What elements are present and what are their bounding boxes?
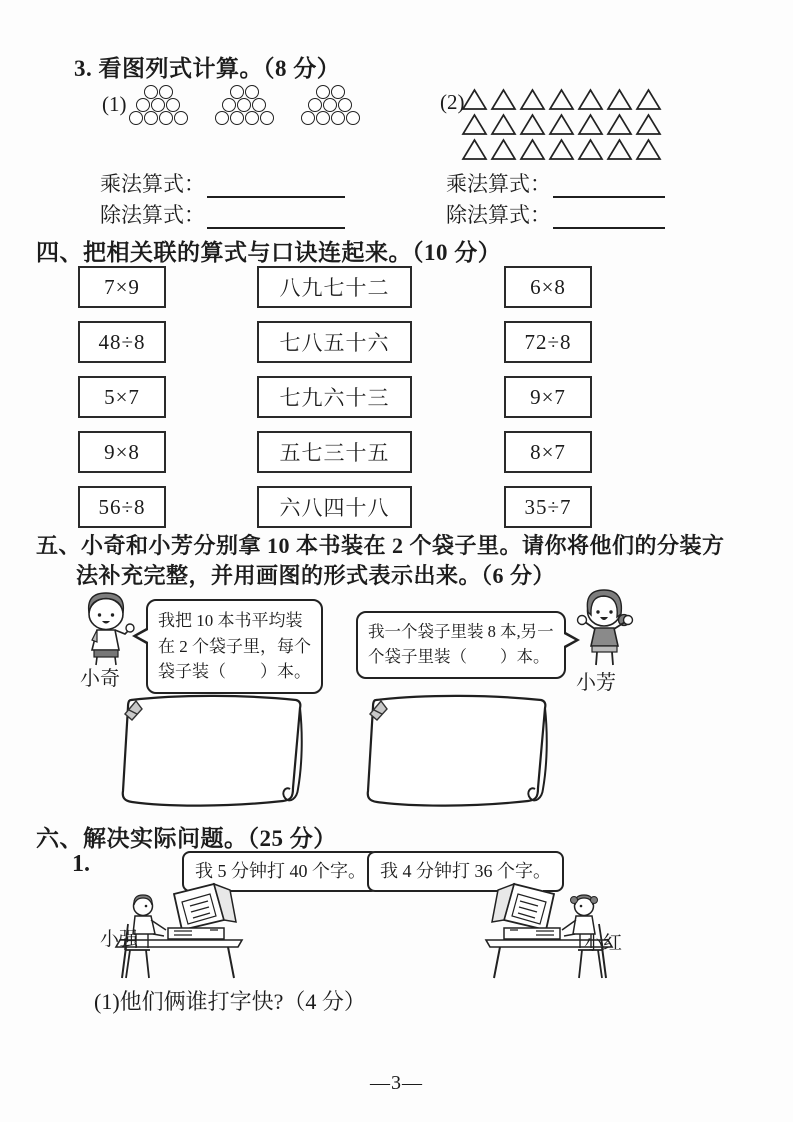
triangle-shape bbox=[635, 113, 662, 136]
circle-group bbox=[214, 86, 274, 125]
answer-blank[interactable] bbox=[553, 203, 665, 229]
circle-shape bbox=[245, 111, 259, 125]
triangle-shape bbox=[490, 113, 517, 136]
triangle-row bbox=[461, 113, 662, 136]
triangle-grid bbox=[461, 88, 662, 163]
circle-shape bbox=[174, 111, 188, 125]
q5-title-line1: 五、小奇和小芳分别拿 10 本书装在 2 个袋子里。请你将他们的分装方 bbox=[36, 533, 725, 558]
circle-shape bbox=[230, 85, 244, 99]
triangle-shape bbox=[490, 88, 517, 111]
triangle-shape bbox=[606, 113, 633, 136]
match-box[interactable]: 八九七十二 bbox=[257, 266, 412, 308]
circle-row bbox=[214, 112, 274, 125]
circle-shape bbox=[252, 98, 266, 112]
triangle-shape bbox=[461, 138, 488, 161]
q6-title: 六、解决实际问题。（25 分） bbox=[36, 826, 337, 851]
triangle-shape bbox=[519, 138, 546, 161]
match-box[interactable]: 56÷8 bbox=[78, 486, 166, 528]
circle-shape bbox=[308, 98, 322, 112]
circle-shape bbox=[215, 111, 229, 125]
mult-label: 乘法算式： bbox=[446, 172, 551, 196]
triangle-shape bbox=[577, 138, 604, 161]
q4-left-column bbox=[78, 266, 166, 541]
triangle-shape bbox=[519, 88, 546, 111]
match-box[interactable]: 7×9 bbox=[78, 266, 166, 308]
match-box[interactable]: 8×7 bbox=[504, 431, 592, 473]
triangle-shape bbox=[548, 113, 575, 136]
q3p1-div-row bbox=[100, 199, 345, 229]
circle-group bbox=[128, 86, 188, 125]
q4-title: 四、把相关联的算式与口诀连起来。（10 分） bbox=[36, 240, 502, 265]
q4-middle-column bbox=[257, 266, 412, 541]
match-box[interactable]: 9×8 bbox=[78, 431, 166, 473]
q3-title: 3. 看图列式计算。（8 分） bbox=[74, 56, 341, 81]
circle-shape bbox=[323, 98, 337, 112]
q4-right-column bbox=[504, 266, 592, 541]
match-box[interactable]: 七八五十六 bbox=[257, 321, 412, 363]
circle-shape bbox=[159, 111, 173, 125]
triangle-shape bbox=[461, 88, 488, 111]
q3p2-div-row bbox=[446, 199, 665, 229]
xiaofang-speech-bubble bbox=[356, 611, 566, 679]
bubble-text: 我 4 分钟打 36 个字。 bbox=[380, 861, 551, 881]
bubble-text: 我 5 分钟打 40 个字。 bbox=[195, 861, 366, 881]
circle-shape bbox=[260, 111, 274, 125]
mult-label: 乘法算式： bbox=[100, 172, 205, 196]
circle-shape bbox=[245, 85, 259, 99]
match-box[interactable]: 5×7 bbox=[78, 376, 166, 418]
match-box[interactable]: 48÷8 bbox=[78, 321, 166, 363]
triangle-row bbox=[461, 88, 662, 111]
xiaoqi-name-label: 小奇 bbox=[80, 668, 120, 690]
triangle-shape bbox=[635, 138, 662, 161]
circle-shape bbox=[144, 111, 158, 125]
xiaoqiang-name-label: 小强 bbox=[100, 929, 139, 950]
div-label: 除法算式： bbox=[446, 203, 551, 227]
bubble-text: 在 2 个袋子里，每个 bbox=[158, 636, 311, 656]
circle-shape bbox=[159, 85, 173, 99]
match-box[interactable]: 9×7 bbox=[504, 376, 592, 418]
xiaoqi-speech-bubble bbox=[146, 599, 323, 694]
q3p2-mult-row bbox=[446, 168, 665, 198]
circle-shape bbox=[144, 85, 158, 99]
circle-shape bbox=[331, 111, 345, 125]
circle-shape bbox=[166, 98, 180, 112]
answer-blank[interactable] bbox=[207, 203, 345, 229]
xiaoqi-illustration bbox=[70, 588, 140, 666]
q3p1-mult-row bbox=[100, 168, 345, 198]
match-box[interactable]: 35÷7 bbox=[504, 486, 592, 528]
div-label: 除法算式： bbox=[100, 203, 205, 227]
triangle-shape bbox=[606, 88, 633, 111]
xiaohong-name-label: 小红 bbox=[584, 933, 623, 954]
triangle-shape bbox=[606, 138, 633, 161]
circle-shape bbox=[230, 111, 244, 125]
circle-shape bbox=[237, 98, 251, 112]
triangle-shape bbox=[490, 138, 517, 161]
q5-title-line2: 法补充完整，并用画图的形式表示出来。（6 分） bbox=[76, 563, 556, 588]
q3-part1-label: (1) bbox=[102, 92, 127, 116]
q3-part2-label: (2) bbox=[440, 90, 465, 114]
triangle-shape bbox=[461, 113, 488, 136]
match-box[interactable]: 6×8 bbox=[504, 266, 592, 308]
bubble-text: 我把 10 本书平均装 bbox=[158, 611, 303, 630]
triangle-shape bbox=[577, 113, 604, 136]
q6-sub-question-1: (1)他们俩谁打字快?（4 分） bbox=[94, 989, 366, 1014]
triangle-shape bbox=[548, 88, 575, 111]
triangle-row bbox=[461, 138, 662, 161]
xiaofang-illustration bbox=[567, 585, 643, 667]
bubble-text: 个袋子里装（ ）本。 bbox=[368, 646, 550, 666]
circle-row bbox=[222, 99, 267, 112]
circle-shape bbox=[301, 111, 315, 125]
circle-row bbox=[128, 112, 188, 125]
circle-shape bbox=[346, 111, 360, 125]
circle-shape bbox=[338, 98, 352, 112]
q6-item1-number: 1. bbox=[72, 851, 90, 877]
circle-shape bbox=[151, 98, 165, 112]
xiaofang-name-label: 小芳 bbox=[576, 672, 616, 694]
match-box[interactable]: 六八四十八 bbox=[257, 486, 412, 528]
circle-shape bbox=[316, 111, 330, 125]
bubble-text: 袋子装（ ）本。 bbox=[158, 662, 311, 681]
drawing-area-right[interactable] bbox=[357, 690, 559, 820]
triangle-shape bbox=[519, 113, 546, 136]
triangle-shape bbox=[548, 138, 575, 161]
pigtail-icon bbox=[591, 897, 598, 904]
page-number: —3— bbox=[370, 1072, 423, 1094]
circle-shape bbox=[129, 111, 143, 125]
circle-row bbox=[300, 112, 360, 125]
bubble-text: 我一个袋子里装 8 本,另一 bbox=[368, 622, 554, 641]
circle-shape bbox=[316, 85, 330, 99]
circle-group bbox=[300, 86, 360, 125]
circle-groups bbox=[128, 86, 360, 125]
match-box[interactable]: 五七三十五 bbox=[257, 431, 412, 473]
answer-blank[interactable] bbox=[553, 172, 665, 198]
circle-shape bbox=[222, 98, 236, 112]
drawing-area-left[interactable] bbox=[112, 690, 314, 820]
circle-shape bbox=[331, 85, 345, 99]
match-box[interactable]: 七九六十三 bbox=[257, 376, 412, 418]
match-box[interactable]: 72÷8 bbox=[504, 321, 592, 363]
answer-blank[interactable] bbox=[207, 172, 345, 198]
circle-row bbox=[136, 99, 181, 112]
circle-shape bbox=[136, 98, 150, 112]
triangle-shape bbox=[577, 88, 604, 111]
circle-row bbox=[308, 99, 353, 112]
triangle-shape bbox=[635, 88, 662, 111]
